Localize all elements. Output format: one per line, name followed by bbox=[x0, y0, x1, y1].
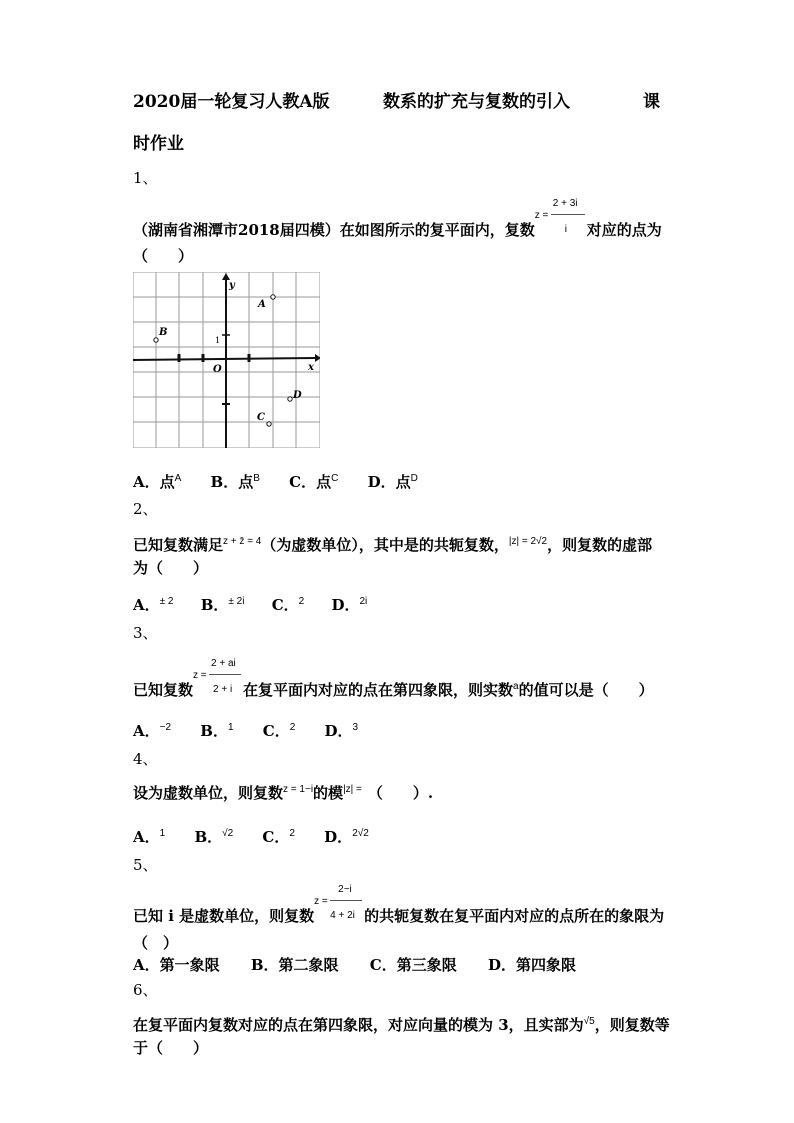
question-text: 的值可以是（ ） bbox=[518, 681, 654, 699]
option-c[interactable]: C．点$^C$ bbox=[289, 473, 339, 491]
question-text: 已知 i 是虚数单位，则复数 bbox=[133, 907, 315, 925]
question-number: 5、 bbox=[133, 856, 158, 874]
formula-lhs: z = bbox=[193, 670, 207, 681]
question-number: 3、 bbox=[133, 624, 158, 642]
option-a[interactable]: A．$^{-2}$ bbox=[133, 722, 172, 740]
question-4-stem bbox=[133, 780, 433, 803]
option-d[interactable]: D．$^{2i}$ bbox=[331, 596, 368, 614]
option-b[interactable]: B．$^{\pm 2i}$ bbox=[200, 596, 245, 614]
question-3-options bbox=[133, 718, 358, 741]
title-part-3: 课 bbox=[643, 92, 660, 112]
option-b[interactable]: B．点$^B$ bbox=[210, 473, 260, 491]
formula: |z| = 2√2 bbox=[508, 536, 548, 547]
label-b: B bbox=[159, 327, 168, 338]
formula-denominator: 4 + 2i bbox=[330, 910, 355, 921]
option-b[interactable]: B．第二象限 bbox=[250, 956, 339, 974]
question-text: （湖南省湘潭市2018届四模）在如图所示的复平面内，复数 bbox=[133, 221, 535, 239]
label-d: D bbox=[293, 390, 302, 401]
formula-fraction bbox=[534, 198, 587, 238]
formula-denominator: i bbox=[564, 224, 567, 235]
question-2-options bbox=[133, 592, 367, 615]
question-1-stem bbox=[133, 198, 662, 240]
option-a[interactable]: A．$^1$ bbox=[133, 828, 166, 846]
formula-lhs: z = bbox=[534, 210, 549, 221]
complex-plane-svg bbox=[133, 272, 320, 448]
point-d bbox=[288, 397, 292, 401]
answer-paren: （ ） bbox=[133, 934, 179, 952]
fraction-bar bbox=[551, 214, 585, 215]
question-4-options bbox=[133, 824, 369, 847]
option-d[interactable]: D．点$^D$ bbox=[367, 473, 418, 491]
question-number: 6、 bbox=[133, 981, 158, 999]
question-text: 对应的点为 bbox=[586, 221, 662, 239]
option-d[interactable]: D．第四象限 bbox=[487, 956, 576, 974]
formula-numerator: 2 + ai bbox=[211, 658, 236, 669]
formula-fraction bbox=[314, 884, 364, 924]
label-c: C bbox=[257, 412, 265, 423]
question-1-options bbox=[133, 469, 418, 492]
option-a[interactable]: A．点$^A$ bbox=[133, 473, 182, 491]
question-2-stem-cont: 为（ ） bbox=[133, 559, 209, 577]
question-text: 设为虚数单位，则复数 bbox=[133, 784, 284, 802]
option-d[interactable]: D．$^3$ bbox=[324, 722, 359, 740]
label-x: x bbox=[308, 362, 314, 373]
formula-fraction bbox=[193, 658, 243, 698]
point-b bbox=[154, 338, 158, 342]
question-6-stem bbox=[133, 1012, 670, 1035]
question-text: （ ）. bbox=[367, 784, 434, 802]
option-a[interactable]: A．第一象限 bbox=[133, 956, 220, 974]
question-text: 在复平面内复数对应的点在第四象限，对应向量的模为 3，且实部为 bbox=[133, 1016, 584, 1034]
title-part-2: 数系的扩充与复数的引入 bbox=[383, 92, 570, 112]
question-6-stem-cont: 于（ ） bbox=[133, 1039, 209, 1057]
option-a[interactable]: A．$^{\pm 2}$ bbox=[133, 596, 174, 614]
question-text: 已知复数满足 bbox=[133, 536, 224, 554]
label-y: y bbox=[229, 280, 235, 291]
point-c bbox=[267, 422, 271, 426]
question-number: 4、 bbox=[133, 750, 158, 768]
question-text: 在复平面内对应的点在第四象限，则实数 bbox=[243, 681, 514, 699]
option-d[interactable]: D．$^{2√2}$ bbox=[324, 828, 369, 846]
formula: z + z̄ = 4 bbox=[223, 536, 262, 547]
question-5-options bbox=[133, 955, 576, 975]
question-text: 的模 bbox=[313, 784, 344, 802]
fraction-bar bbox=[209, 674, 241, 675]
option-c[interactable]: C．$^2$ bbox=[262, 828, 295, 846]
document-title bbox=[133, 92, 663, 112]
question-text: 的共轭复数在复平面内对应的点所在的象限为 bbox=[364, 907, 665, 925]
option-c[interactable]: C．$^2$ bbox=[262, 722, 296, 740]
question-text: （为虚数单位），其中是的共轭复数， bbox=[261, 536, 509, 554]
formula-numerator: 2−i bbox=[338, 884, 352, 895]
formula-denominator: 2 + i bbox=[213, 684, 233, 695]
point-a bbox=[271, 295, 275, 299]
question-text: ，则复数的虚部 bbox=[547, 536, 653, 554]
question-number: 1、 bbox=[133, 169, 158, 187]
formula: |z| = bbox=[343, 784, 362, 795]
answer-paren: （ ） bbox=[133, 247, 194, 265]
label-origin: O bbox=[213, 364, 222, 375]
option-b[interactable]: B．$^1$ bbox=[200, 722, 234, 740]
formula-numerator: 2 + 3i bbox=[552, 198, 578, 209]
label-one: 1 bbox=[215, 336, 221, 345]
option-b[interactable]: B．$^{√2}$ bbox=[194, 828, 234, 846]
document-title-line2: 时作业 bbox=[133, 134, 184, 154]
formula: √5 bbox=[583, 1016, 595, 1027]
option-c[interactable]: C．$^2$ bbox=[271, 596, 305, 614]
formula-lhs: z = bbox=[314, 896, 328, 907]
question-text: 已知复数 bbox=[133, 681, 194, 699]
question-number: 2、 bbox=[133, 500, 158, 518]
fraction-bar bbox=[330, 900, 362, 901]
variable: a bbox=[513, 681, 519, 692]
question-3-stem bbox=[133, 658, 654, 700]
complex-plane-figure bbox=[133, 272, 320, 448]
title-part-1: 2020届一轮复习人教A版 bbox=[133, 92, 330, 112]
formula: z = 1−i bbox=[283, 784, 314, 795]
question-5-stem bbox=[133, 884, 665, 926]
question-2-stem bbox=[133, 532, 652, 555]
option-c[interactable]: C．第三象限 bbox=[369, 956, 457, 974]
question-text: ，则复数等 bbox=[594, 1016, 670, 1034]
label-a: A bbox=[258, 299, 266, 310]
